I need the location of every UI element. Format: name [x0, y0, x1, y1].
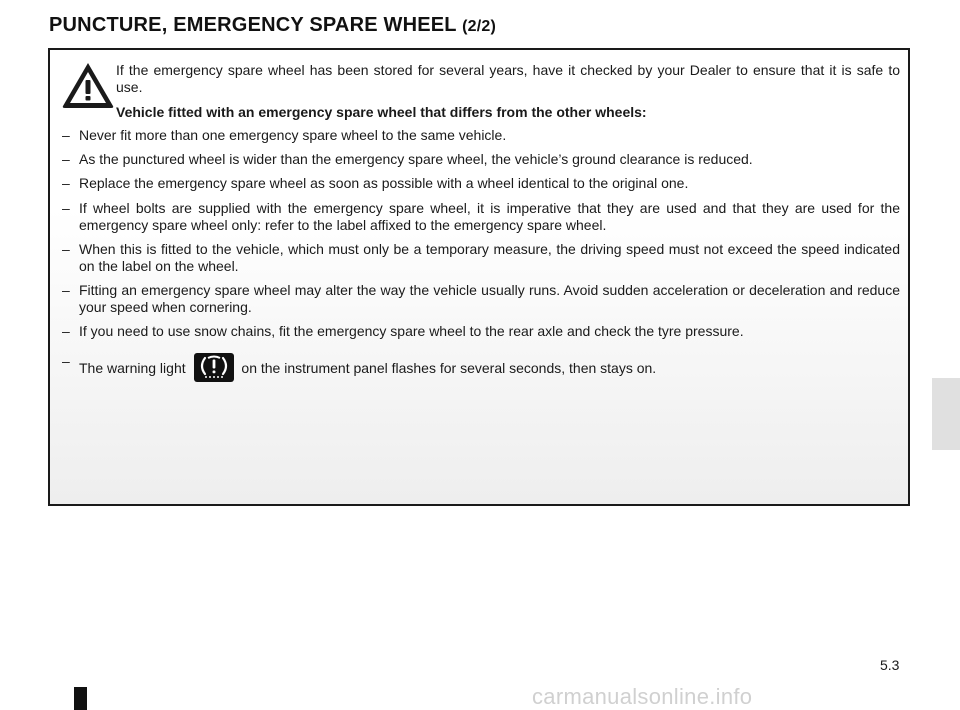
page-part-label: (2/2)	[462, 18, 497, 35]
bullet-text: If you need to use snow chains, fit the emergency spare wheel to the rear axle and check the tyre pressure.	[79, 323, 744, 339]
bullet-dash: –	[62, 323, 70, 339]
warning-intro: If the emergency spare wheel has been stored for several years, have it checked by your Dealer to ensure that it is safe to use.	[116, 62, 900, 95]
bullet-text: As the punctured wheel is wider than the emergency spare wheel, the vehicle’s ground clearance is reduced.	[79, 151, 753, 167]
warning-box	[48, 48, 910, 506]
bullet-text: Replace the emergency spare wheel as soon as possible with a wheel identical to the original one.	[79, 175, 689, 191]
bullet-dash: –	[62, 151, 70, 167]
bullet-item	[62, 323, 900, 340]
page-title-text: PUNCTURE, EMERGENCY SPARE WHEEL	[49, 14, 457, 36]
bullet-item	[62, 151, 900, 168]
bullet-dash: –	[62, 353, 70, 369]
warning-light-text-before: The warning light	[79, 360, 186, 376]
page-number: 5.3	[880, 657, 900, 673]
tyre-pressure-warning-icon	[194, 353, 234, 382]
bullet-text: Never fit more than one emergency spare wheel to the same vehicle.	[79, 127, 507, 143]
bullet-text: If wheel bolts are supplied with the emergency spare wheel, it is imperative that they are used and that they are used for the emergency spare wheel only: refer to the label affixed to the emergency spare wheel.	[79, 200, 900, 233]
bullet-item	[62, 282, 900, 316]
bullet-dash: –	[62, 282, 70, 298]
bullet-dash: –	[62, 200, 70, 216]
bullet-item	[62, 241, 900, 275]
bullet-item	[62, 127, 900, 144]
warning-subheading: Vehicle fitted with an emergency spare wheel that differs from the other wheels:	[116, 104, 647, 120]
bullet-dash: –	[62, 241, 70, 257]
bullet-text: Fitting an emergency spare wheel may alter the way the vehicle usually runs. Avoid sudden acceleration or deceleration and reduce your speed when cornering.	[79, 282, 900, 315]
bullet-dash: –	[62, 127, 70, 143]
bullet-item	[62, 200, 900, 234]
warning-light-text-after: on the instrument panel flashes for several seconds, then stays on.	[241, 360, 657, 376]
warning-triangle-icon	[60, 60, 116, 110]
page-title	[49, 14, 496, 37]
watermark-text: carmanualsonline.info	[532, 684, 753, 709]
bullet-item	[62, 175, 900, 192]
section-thumb-tab	[932, 378, 960, 450]
bullet-text: When this is fitted to the vehicle, which must only be a temporary measure, the driving speed must not exceed the speed indicated on the label on the wheel.	[79, 241, 900, 274]
corner-crop-mark	[74, 687, 87, 710]
bullet-dash: –	[62, 175, 70, 191]
bullet-item-warning-light	[62, 353, 900, 382]
